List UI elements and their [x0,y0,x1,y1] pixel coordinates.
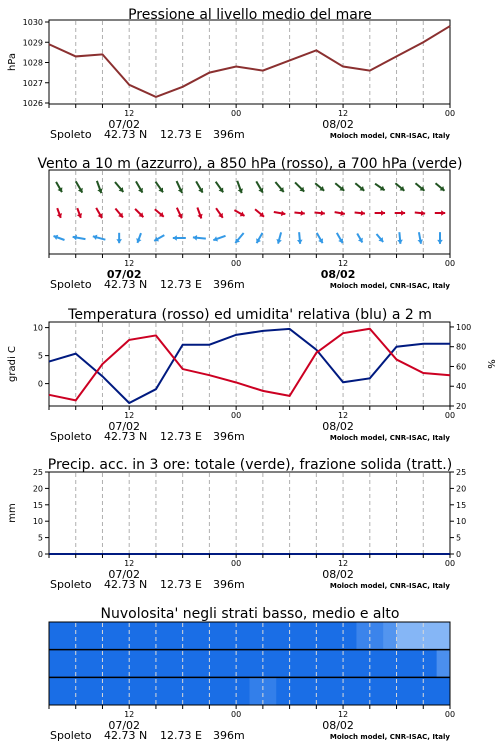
wind-arrow-10-m [437,232,443,244]
cloud-cell-basso [209,677,223,705]
y-axis-label: mm [7,503,18,523]
wind-arrow-10-m [276,232,281,243]
cloud-cell-alto [143,622,157,650]
wind-arrow-850-hpa [177,208,183,219]
cloud-cell-medio [236,650,250,678]
wind-arrow-head [401,210,405,216]
location-lat: 42.73 N [104,278,148,291]
cloud-cell-medio [209,650,223,678]
date-label: 07/02 [108,420,141,433]
date-label: 08/02 [322,719,354,732]
x-tick-label: 12 [337,411,349,420]
cloud-cell-alto [223,622,237,650]
cloud-cell-alto [250,622,264,650]
y-tick-label: 5 [37,351,43,361]
y2-tick-label: 40 [456,382,467,392]
location-lat: 42.73 N [104,430,148,443]
wind-arrow-10-m [376,234,383,242]
wind-arrow-700-hpa [436,183,445,191]
cloud-cell-medio [62,650,76,678]
date-label: 07/02 [108,568,141,581]
cloud-cell-medio [223,650,237,678]
location-lon: 12.73 E [160,729,202,742]
location-lat: 42.73 N [104,128,148,141]
location-lat: 42.73 N [104,729,148,742]
cloud-cell-basso [263,677,277,705]
cloud-cell-alto [263,622,277,650]
y-tick-label: 10 [32,517,43,527]
cloud-cell-medio [143,650,157,678]
cloud-cell-alto [76,622,90,650]
wind-arrow-10-m [193,235,206,241]
cloud-cell-alto [383,622,397,650]
cloud-cell-medio [423,650,437,678]
cloud-cell-medio [263,650,277,678]
x-tick-label: 00 [444,259,456,268]
y2-tick-label: 10 [456,517,467,527]
x-tick-label: 12 [337,559,349,568]
date-label: 08/02 [320,268,356,281]
cloud-cell-alto [156,622,170,650]
temperature-series-line [49,329,450,401]
cloud-cell-basso [89,677,103,705]
wind-arrow-850-hpa [216,208,223,218]
wind-arrow-head [437,240,443,244]
date-label: 08/02 [322,568,354,581]
wind-arrow-700-hpa [97,181,103,193]
wind-arrow-850-hpa [375,210,385,216]
cloud-cell-basso [102,677,116,705]
wind-arrow-head [361,210,365,216]
chart-title: Nuvolosita' negli strati basso, medio e alto [100,606,400,622]
cloud-cell-medio [196,650,210,678]
cloud-cell-basso [383,677,397,705]
x-tick-label: 12 [337,109,349,118]
cloud-cell-basso [236,677,250,705]
cloud-cell-alto [410,622,424,650]
wind-arrow-700-hpa [295,182,304,191]
plot-frame [49,472,450,554]
y-tick-label: 10 [32,323,43,333]
wind-arrow-700-hpa [216,182,223,193]
wind-arrow-10-m [418,232,424,244]
cloud-cell-alto [169,622,183,650]
x-tick-label: 12 [337,259,349,268]
cloud-cell-medio [183,650,197,678]
wind-arrow-10-m [93,235,106,240]
cloud-cell-basso [169,677,183,705]
wind-arrow-850-hpa [197,208,202,219]
cloud-cell-basso [356,677,370,705]
cloud-cell-medio [397,650,411,678]
x-tick-label: 00 [444,411,456,420]
wind-arrow-850-hpa [255,209,264,217]
x-tick-label: 00 [231,559,242,568]
x-tick-label: 00 [444,109,456,118]
x-tick-label: 00 [231,259,242,268]
chart-title: Vento a 10 m (azzurro), a 850 hPa (rosso), a 700 hPa (verde) [37,156,463,172]
y2-tick-label: 25 [456,468,467,477]
location-lon: 12.73 E [160,128,202,141]
wind-arrow-10-m [136,233,141,243]
y-tick-label: 1027 [22,78,43,88]
wind-arrow-700-hpa [76,181,83,192]
cloud-cell-medio [276,650,290,678]
location-lon: 12.73 E [160,578,202,591]
cloud-cell-alto [423,622,437,650]
wind-arrow-850-hpa [57,208,62,218]
location-lat: 42.73 N [104,578,148,591]
cloud-cell-basso [250,677,264,705]
cloud-cell-basso [76,677,90,705]
y2-tick-label: 80 [456,342,467,352]
wind-arrow-850-hpa [274,211,286,217]
y-tick-label: 20 [32,484,43,494]
cloud-cell-medio [356,650,370,678]
y2-tick-label: 60 [456,362,467,372]
cloud-cell-basso [410,677,424,705]
cloud-cell-medio [437,650,451,678]
y-tick-label: 1028 [22,58,43,68]
wind-arrow-700-hpa [177,181,183,193]
wind-arrow-700-hpa [275,182,283,192]
cloud-cell-alto [370,622,384,650]
wind-arrow-700-hpa [256,181,263,192]
wind-arrow-850-hpa [96,208,102,218]
cloud-cell-basso [423,677,437,705]
wind-arrow-10-m [297,232,303,244]
wind-arrow-850-hpa [77,208,82,218]
date-label: 07/02 [108,719,141,732]
cloud-cell-basso [276,677,290,705]
date-label: 07/02 [108,118,141,131]
y-tick-label: 0 [37,379,43,389]
cloud-cell-basso [343,677,357,705]
cloud-cell-alto [330,622,344,650]
wind-arrow-head [116,239,122,243]
plot-frame [49,322,450,406]
x-tick-label: 00 [444,559,456,568]
wind-arrow-700-hpa [196,181,203,192]
cloud-cell-basso [316,677,330,705]
wind-arrow-700-hpa [56,182,62,192]
cloud-cell-alto [290,622,304,650]
wind-arrow-head [173,235,177,241]
cloud-cell-medio [89,650,103,678]
cloud-cell-alto [276,622,290,650]
wind-arrow-head [297,240,303,244]
cloud-cell-alto [236,622,250,650]
y-tick-label: 1029 [22,38,43,48]
wind-arrow-850-hpa [435,210,445,216]
location-name: Spoleto [50,278,92,291]
x-tick-label: 00 [231,109,242,118]
wind-arrow-700-hpa [335,183,344,191]
x-tick-label: 00 [231,411,242,420]
cloud-cell-basso [116,677,130,705]
wind-arrow-700-hpa [115,182,123,192]
y-tick-label: 15 [32,500,43,510]
cloud-cell-medio [156,650,170,678]
wind-arrow-head [381,210,385,216]
x-tick-label: 12 [124,411,135,420]
date-label: 07/02 [106,268,142,281]
location-lon: 12.73 E [160,430,202,443]
cloud-cell-alto [196,622,210,650]
cloud-cell-alto [49,622,63,650]
y-tick-label: 0 [37,550,43,559]
cloud-cell-basso [437,677,451,705]
wind-arrow-head [441,210,445,216]
y2-tick-label: 20 [456,484,467,494]
location-lon: 12.73 E [160,278,202,291]
location-name: Spoleto [50,729,92,742]
chart-title: Precip. acc. in 3 ore: totale (verde), frazione solida (tratt.) [47,457,453,473]
y-tick-label: 1026 [22,99,43,108]
y-axis-label: gradi C [7,346,18,382]
cloud-cell-alto [116,622,130,650]
cloud-cell-alto [102,622,116,650]
humidity-series-line [49,329,450,403]
wind-arrow-10-m [256,233,262,243]
plot-frame [49,170,450,254]
cloud-cell-alto [89,622,103,650]
wind-arrow-700-hpa [237,181,243,193]
cloud-cell-alto [183,622,197,650]
cloud-cell-alto [129,622,143,650]
cloud-cell-alto [303,622,317,650]
date-label: 08/02 [322,420,354,433]
cloud-cell-medio [116,650,130,678]
wind-arrow-10-m [317,233,323,243]
pressure-series-line [49,26,450,97]
cloud-cell-medio [410,650,424,678]
x-tick-label: 00 [231,710,242,719]
y2-tick-label: 100 [456,322,472,332]
location-altitude: 396m [213,430,245,443]
wind-arrow-850-hpa [115,209,123,218]
wind-arrow-10-m [337,233,343,243]
cloud-cell-alto [316,622,330,650]
cloud-cell-basso [303,677,317,705]
y2-tick-label: 5 [456,533,462,543]
wind-arrow-10-m [54,235,65,240]
y2-tick-label: 15 [456,500,467,510]
wind-arrow-700-hpa [355,183,364,191]
model-credit: Moloch model, CNR-ISAC, Italy [329,282,450,290]
location-name: Spoleto [50,578,92,591]
cloud-cell-medio [303,650,317,678]
wind-arrow-10-m [73,235,86,241]
cloud-cell-basso [143,677,157,705]
location-name: Spoleto [50,430,92,443]
y2-tick-label: 0 [456,550,462,559]
date-label: 08/02 [322,118,354,131]
cloud-cell-basso [196,677,210,705]
cloud-cell-medio [330,650,344,678]
wind-arrow-850-hpa [355,210,365,216]
cloud-cell-medio [290,650,304,678]
wind-arrow-head [301,210,305,216]
location-altitude: 396m [213,278,245,291]
cloud-cell-alto [437,622,451,650]
wind-arrow-850-hpa [135,209,143,217]
cloud-cell-medio [370,650,384,678]
y-tick-label: 25 [32,468,43,477]
cloud-cell-medio [343,650,357,678]
location-name: Spoleto [50,128,92,141]
model-credit: Moloch model, CNR-ISAC, Italy [329,582,450,590]
y2-tick-label: 20 [456,402,467,411]
wind-arrow-700-hpa [415,183,424,191]
x-tick-label: 12 [337,710,349,719]
cloud-cell-medio [169,650,183,678]
wind-arrow-10-m [397,232,403,244]
location-altitude: 396m [213,578,245,591]
cloud-cell-basso [156,677,170,705]
x-tick-label: 12 [124,259,135,268]
x-tick-label: 12 [124,559,135,568]
cloud-cell-medio [250,650,264,678]
wind-arrow-700-hpa [156,182,163,193]
wind-arrow-10-m [116,233,122,243]
cloud-cell-medio [129,650,143,678]
y-tick-label: 1030 [22,18,43,27]
cloud-cell-basso [62,677,76,705]
y-tick-label: 5 [37,533,43,543]
cloud-cell-basso [290,677,304,705]
wind-arrow-10-m [213,236,225,242]
cloud-cell-basso [183,677,197,705]
cloud-cell-medio [316,650,330,678]
wind-arrow-850-hpa [294,210,304,216]
cloud-cell-basso [370,677,384,705]
cloud-cell-basso [330,677,344,705]
wind-arrow-10-m [357,233,363,242]
cloud-cell-alto [209,622,223,650]
model-credit: Moloch model, CNR-ISAC, Italy [329,132,450,140]
wind-arrow-700-hpa [375,184,385,191]
cloud-cell-basso [397,677,411,705]
chart-title: Pressione al livello medio del mare [128,7,372,23]
wind-arrow-head [193,235,197,241]
wind-arrow-head [321,210,325,216]
model-credit: Moloch model, CNR-ISAC, Italy [329,434,450,442]
y-axis-label: hPa [7,52,18,72]
wind-arrow-10-m [173,235,186,241]
cloud-cell-basso [129,677,143,705]
cloud-cell-alto [62,622,76,650]
chart-title: Temperatura (rosso) ed umidita' relativa (blu) a 2 m [68,307,432,323]
x-tick-label: 12 [124,109,135,118]
cloud-cell-basso [49,677,63,705]
cloud-cell-alto [343,622,357,650]
cloud-cell-medio [383,650,397,678]
cloud-cell-medio [49,650,63,678]
cloud-cell-medio [76,650,90,678]
wind-arrow-head [397,240,403,244]
x-tick-label: 00 [444,710,456,719]
wind-arrow-700-hpa [136,181,143,192]
cloud-cell-basso [223,677,237,705]
cloud-cell-medio [102,650,116,678]
y2-axis-label: % [485,359,496,369]
cloud-cell-alto [356,622,370,650]
model-credit: Moloch model, CNR-ISAC, Italy [329,733,450,741]
x-tick-label: 12 [124,710,135,719]
location-altitude: 396m [213,729,245,742]
location-altitude: 396m [213,128,245,141]
cloud-cell-alto [397,622,411,650]
